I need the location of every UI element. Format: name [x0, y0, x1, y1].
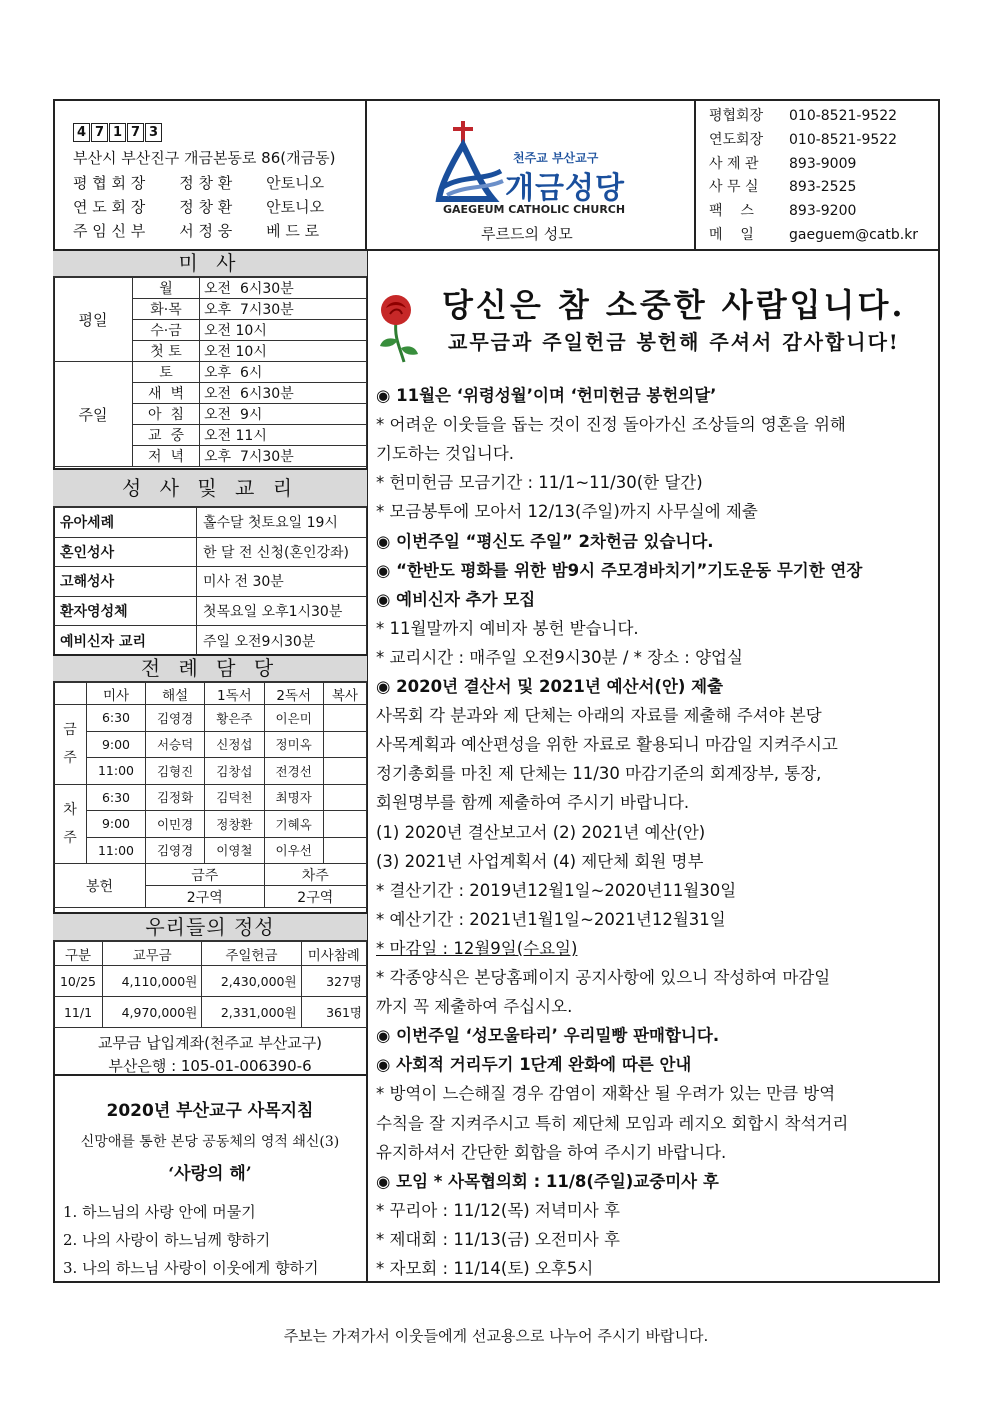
liturgy-header: 해설 — [145, 683, 204, 705]
announcement-line: * 자모회 : 11/14(토) 오후5시 — [376, 1259, 594, 1278]
mass-time: 오전 6시30분 — [200, 383, 367, 404]
official-role: 주 임 신 부 — [73, 222, 146, 240]
offerings-row — [54, 997, 367, 1028]
mass-time: 오후 6시 — [200, 362, 367, 383]
sacrament-detail: 한 달 전 신청(혼인강좌) — [197, 537, 367, 567]
liturgy-cell: 이영철 — [205, 837, 264, 864]
contact-label: 팩 스 — [709, 203, 754, 220]
mass-schedule — [53, 251, 367, 467]
offerings-cell: 11/1 — [54, 997, 103, 1028]
sacrament-detail: 홀수달 첫토요일 19시 — [197, 508, 367, 538]
announcement-line: 기도하는 것입니다. — [376, 444, 515, 464]
offerings-title: 우리들의 정성 — [53, 912, 367, 941]
announcement-line: 회원명부를 함께 제출하여 주시기 바랍니다. — [376, 793, 690, 813]
mass-day: 화·목 — [133, 299, 200, 320]
liturgy-week-char: 금 — [63, 722, 77, 739]
mass-day: 새 벽 — [133, 383, 200, 404]
account-title: 교무금 납입계좌(천주교 부산교구) — [97, 1034, 323, 1052]
liturgy-row — [54, 758, 367, 785]
postal-digit: 7 — [127, 123, 144, 142]
sacrament-row — [54, 537, 367, 567]
announcement-line: ◉ 사회적 거리두기 1단계 완화에 따른 안내 — [376, 1055, 692, 1075]
contact-row — [709, 105, 934, 129]
contact-label: 연도회장 — [709, 131, 764, 148]
offering-value: 2구역 — [264, 886, 366, 908]
liturgy-cell: 김정화 — [145, 784, 204, 811]
postal-digit: 1 — [109, 123, 126, 142]
offerings-cell: 2,430,000원 — [202, 966, 301, 997]
liturgy-cell — [323, 784, 366, 811]
liturgy-cell: 전경선 — [264, 758, 323, 785]
official-role: 평 협 회 장 — [73, 174, 146, 192]
official-role: 연 도 회 장 — [73, 198, 146, 216]
offerings-cell: 361명 — [301, 997, 366, 1028]
liturgy-cell: 이우선 — [264, 837, 323, 864]
contact-value: 010-8521-9522 — [789, 108, 898, 124]
contact-value: 893-9200 — [789, 203, 857, 220]
liturgy-cell — [323, 705, 366, 732]
mass-time: 오후 7시30분 — [200, 446, 367, 467]
liturgy-cell: 서승덕 — [145, 731, 204, 758]
announcement-line: * 결산기간 : 2019년12월1일~2020년11월30일 — [376, 880, 737, 900]
liturgy-week-char: 주 — [63, 829, 77, 846]
contact-row — [709, 176, 934, 200]
announcement-line: * 각종양식은 본당홈페이지 공지사항에 있으니 작성하여 마감일 — [376, 968, 831, 987]
announcement-line: ◉ “한반도 평화를 위한 밤9시 주모경바치기”기도운동 무기한 연장 — [376, 560, 863, 580]
liturgy-header: 2독서 — [264, 683, 323, 705]
announcement-line: 수칙을 잘 지켜주시고 특히 제단체 모임과 레지오 회합시 착석거리 — [376, 1113, 849, 1133]
official-row — [73, 195, 353, 219]
liturgy-cell: 6:30 — [87, 784, 146, 811]
sacrament-name: 유아세례 — [54, 508, 197, 538]
liturgy-table — [53, 682, 367, 908]
liturgy-cell — [323, 758, 366, 785]
contact-row — [709, 224, 934, 248]
liturgy-week-char: 차 — [63, 801, 77, 818]
announcement-line: ◉ 모임 * 사목협의회 : 11/8(주일)교중미사 후 — [376, 1171, 719, 1191]
mass-day: 토 — [133, 362, 200, 383]
announcement-line: 까지 꼭 제출하여 주십시오. — [376, 997, 573, 1017]
address: 부산시 부산진구 개금본동로 86(개금동) — [73, 149, 336, 167]
mass-time: 오전 11시 — [200, 425, 367, 446]
offerings-header: 교무금 — [103, 942, 202, 966]
announcement-line: * 예산기간 : 2021년1월1일~2021년12월31일 — [376, 909, 726, 929]
mass-time: 오전 10시 — [200, 320, 367, 341]
announcement-line: 정기총회를 마친 제 단체는 11/30 마감기준의 회계장부, 통장, — [376, 764, 822, 784]
sacrament-name: 고해성사 — [54, 567, 197, 597]
liturgy-row — [54, 837, 367, 864]
liturgy-cell: 최명자 — [264, 784, 323, 811]
offerings-header: 주일헌금 — [202, 942, 301, 966]
postal-digit: 7 — [91, 123, 108, 142]
church-name: 개금성당 — [505, 171, 625, 206]
liturgy-header: 미사 — [87, 683, 146, 705]
liturgy-cell: 김영경 — [145, 705, 204, 732]
announcement-line: (1) 2020년 결산보고서 (2) 2021년 예산(안) — [376, 822, 706, 842]
mass-table — [53, 277, 367, 467]
liturgy-cell — [323, 811, 366, 838]
contact-value[interactable]: gaeguem@catb.kr — [789, 226, 919, 243]
official-baptism: 안토니오 — [266, 174, 325, 192]
offerings-row — [54, 966, 367, 997]
mass-day: 월 — [133, 278, 200, 299]
sacrament-row — [54, 567, 367, 597]
guideline-subtitle: 신망애를 통한 본당 공동체의 영적 쇄신(3) — [80, 1134, 340, 1150]
announcement-line: * 11월말까지 예비자 봉헌 받습니다. — [376, 618, 639, 638]
offering-label: 봉헌 — [54, 864, 146, 908]
officials — [73, 171, 353, 243]
liturgy-cell: 이민경 — [145, 811, 204, 838]
official-row — [73, 219, 353, 243]
sacraments-table — [53, 507, 367, 656]
liturgy-cell — [323, 731, 366, 758]
mass-day: 교 중 — [133, 425, 200, 446]
mass-row — [54, 278, 367, 299]
official-name: 서 정 웅 — [179, 222, 233, 240]
rose-icon — [370, 292, 424, 368]
sacraments-section — [53, 468, 367, 656]
offerings-section — [53, 912, 367, 1076]
announcement-line: * 방역이 느슨해질 경우 감염이 재확산 될 우려가 있는 만큼 방역 — [376, 1084, 836, 1104]
offerings-cell: 10/25 — [54, 966, 103, 997]
sacrament-detail: 미사 전 30분 — [197, 567, 367, 597]
mass-day: 수·금 — [133, 320, 200, 341]
announcement-line: 사목계획과 예산편성을 위한 자료로 활용되니 마감일 지켜주시고 — [376, 735, 838, 755]
announcement-line: * 모금봉투에 모아서 12/13(주일)까지 사무실에 제출 — [376, 502, 758, 522]
liturgy-week-char: 주 — [63, 750, 77, 767]
account-number: 부산은행 : 105-01-006390-6 — [108, 1057, 312, 1075]
patron-subtitle: 루르드의 성모 — [481, 225, 573, 243]
mass-group-label: 평일 — [54, 278, 133, 362]
offerings-cell: 327명 — [301, 966, 366, 997]
mass-time: 오전 9시 — [200, 404, 367, 425]
sacrament-row — [54, 508, 367, 538]
liturgy-cell: 김영경 — [145, 837, 204, 864]
contact-value: 010-8521-9522 — [789, 131, 898, 148]
contact-label: 메 일 — [709, 226, 754, 243]
mass-time: 오전 6시30분 — [200, 278, 367, 299]
sacrament-row — [54, 596, 367, 626]
subheadline: 교무금과 주일헌금 봉헌해 주셔서 감사합니다! — [448, 330, 900, 354]
liturgy-cell: 9:00 — [87, 811, 146, 838]
offerings-header: 구분 — [54, 942, 103, 966]
liturgy-cell — [323, 837, 366, 864]
announcement-line: ◉ 11월은 ‘위령성월’이며 ‘헌미헌금 봉헌의달’ — [376, 386, 717, 405]
mass-group-label: 주일 — [54, 362, 133, 467]
liturgy-cell: 김창섭 — [205, 758, 264, 785]
liturgy-cell: 정창환 — [205, 811, 264, 838]
announcement-line: ◉ 이번주일 ‘성모울타리’ 우리밀빵 판매합니다. — [376, 1026, 720, 1046]
announcement-line: * 어려운 이웃들을 돕는 것이 진정 돌아가신 조상들의 영혼을 위해 — [376, 415, 846, 435]
mass-title: 미 사 — [53, 251, 367, 277]
offering-value: 2구역 — [145, 886, 264, 908]
contact-row — [709, 200, 934, 224]
header — [53, 99, 940, 251]
offerings-cell: 4,970,000원 — [103, 997, 202, 1028]
guideline-item: 3. 나의 하느님 사랑이 이웃에게 향하기 — [63, 1259, 319, 1277]
sacrament-detail: 주일 오전9시30분 — [197, 626, 367, 656]
announcement-line: * 마감일 : 12월9일(수요일) — [376, 938, 578, 958]
liturgy-cell: 황은주 — [205, 705, 264, 732]
mass-day: 저 녁 — [133, 446, 200, 467]
liturgy-week-label — [54, 705, 87, 785]
liturgy-section — [53, 654, 367, 908]
liturgy-cell: 이은미 — [264, 705, 323, 732]
liturgy-header: 복사 — [323, 683, 366, 705]
liturgy-row — [54, 731, 367, 758]
announcement-line: ◉ 이번주일 “평신도 주일” 2차헌금 있습니다. — [376, 531, 714, 551]
liturgy-cell: 11:00 — [87, 758, 146, 785]
offerings-header-row — [54, 942, 367, 966]
liturgy-row — [54, 784, 367, 811]
offerings-table — [53, 941, 367, 1028]
liturgy-week-label — [54, 784, 87, 864]
contact-list — [709, 105, 934, 248]
contact-value: 893-9009 — [789, 155, 857, 172]
liturgy-title: 전 례 담 당 — [53, 654, 367, 682]
mass-day: 첫 토 — [133, 341, 200, 362]
announcement-line: (3) 2021년 사업계획서 (4) 제단체 회원 명부 — [376, 851, 704, 871]
official-row — [73, 171, 353, 195]
sacrament-detail: 첫목요일 오후1시30분 — [197, 596, 367, 626]
offerings-cell: 2,331,000원 — [202, 997, 301, 1028]
offering-header: 차주 — [264, 864, 366, 886]
church-english-name: GAEGEUM CATHOLIC CHURCH — [443, 203, 626, 216]
liturgy-cell: 김덕천 — [205, 784, 264, 811]
announcement-line: * 제대회 : 11/13(금) 오전미사 후 — [376, 1229, 620, 1249]
church-logo — [433, 115, 673, 235]
mass-time: 오전 10시 — [200, 341, 367, 362]
postal-digit: 4 — [73, 123, 90, 142]
announcement-line: ◉ 예비신자 추가 모집 — [376, 589, 536, 609]
offerings-cell: 4,110,000원 — [103, 966, 202, 997]
sacrament-name: 혼인성사 — [54, 537, 197, 567]
postal-code — [73, 123, 162, 142]
guideline-title: 2020년 부산교구 사목지침 — [106, 1101, 314, 1121]
liturgy-cell: 정미옥 — [264, 731, 323, 758]
liturgy-cell: 9:00 — [87, 731, 146, 758]
postal-digit: 3 — [145, 123, 162, 142]
official-name: 정 창 환 — [179, 174, 233, 192]
liturgy-cell: 11:00 — [87, 837, 146, 864]
liturgy-cell: 신정섭 — [205, 731, 264, 758]
offerings-header: 미사참례 — [301, 942, 366, 966]
guideline-item: 2. 나의 사랑이 하느님께 향하기 — [63, 1231, 271, 1249]
official-name: 정 창 환 — [179, 198, 233, 216]
liturgy-row — [54, 811, 367, 838]
announcement-line: * 교리시간 : 매주일 오전9시30분 / * 장소 : 양업실 — [376, 647, 743, 667]
offering-row — [54, 864, 367, 886]
headline: 당신은 참 소중한 사람입니다. — [442, 286, 906, 324]
contact-label: 사 제 관 — [709, 155, 759, 172]
mass-row — [54, 362, 367, 383]
sacraments-title: 성 사 및 교 리 — [53, 468, 367, 507]
contact-value: 893-2525 — [789, 179, 857, 196]
announcement-line: * 헌미헌금 모금기간 : 11/1~11/30(한 달간) — [376, 473, 703, 493]
liturgy-header: 1독서 — [205, 683, 264, 705]
contact-row — [709, 153, 934, 177]
footer-note: 주보는 가져가서 이웃들에게 선교용으로 나누어 주시기 바랍니다. — [283, 1327, 709, 1345]
liturgy-header-row — [54, 683, 367, 705]
guideline-section — [53, 1074, 367, 1283]
guideline-item: 1. 하느님의 사랑 안에 머물기 — [63, 1203, 256, 1221]
announcement-line: 유지하셔서 간단한 회합을 하여 주시기 바랍니다. — [376, 1142, 727, 1162]
liturgy-row — [54, 705, 367, 732]
liturgy-cell: 기혜옥 — [264, 811, 323, 838]
guideline-list — [63, 1198, 367, 1282]
announcement-line: * 꾸리아 : 11/12(목) 저녁미사 후 — [376, 1200, 620, 1220]
sacrament-name: 예비신자 교리 — [54, 626, 197, 656]
announcement-line: 사목회 각 분과와 제 단체는 아래의 자료를 제출해 주셔야 본당 — [376, 706, 822, 726]
contact-label: 평협회장 — [709, 108, 764, 124]
contact-row — [709, 129, 934, 153]
guideline-theme: ‘사랑의 해’ — [168, 1164, 252, 1184]
contact-label: 사 무 실 — [709, 179, 759, 196]
diocese-label: 천주교 부산교구 — [513, 151, 599, 165]
announcement-line: ◉ 2020년 결산서 및 2021년 예산서(안) 제출 — [376, 677, 724, 696]
official-baptism: 베 드 로 — [266, 222, 320, 240]
announcements — [366, 382, 940, 1282]
mass-time: 오후 7시30분 — [200, 299, 367, 320]
liturgy-corner — [54, 683, 87, 705]
sacrament-row — [54, 626, 367, 656]
liturgy-cell: 김형진 — [145, 758, 204, 785]
offering-header: 금주 — [145, 864, 264, 886]
mass-day: 아 침 — [133, 404, 200, 425]
sacrament-name: 환자영성체 — [54, 596, 197, 626]
official-baptism: 안토니오 — [266, 198, 325, 216]
liturgy-cell: 6:30 — [87, 705, 146, 732]
